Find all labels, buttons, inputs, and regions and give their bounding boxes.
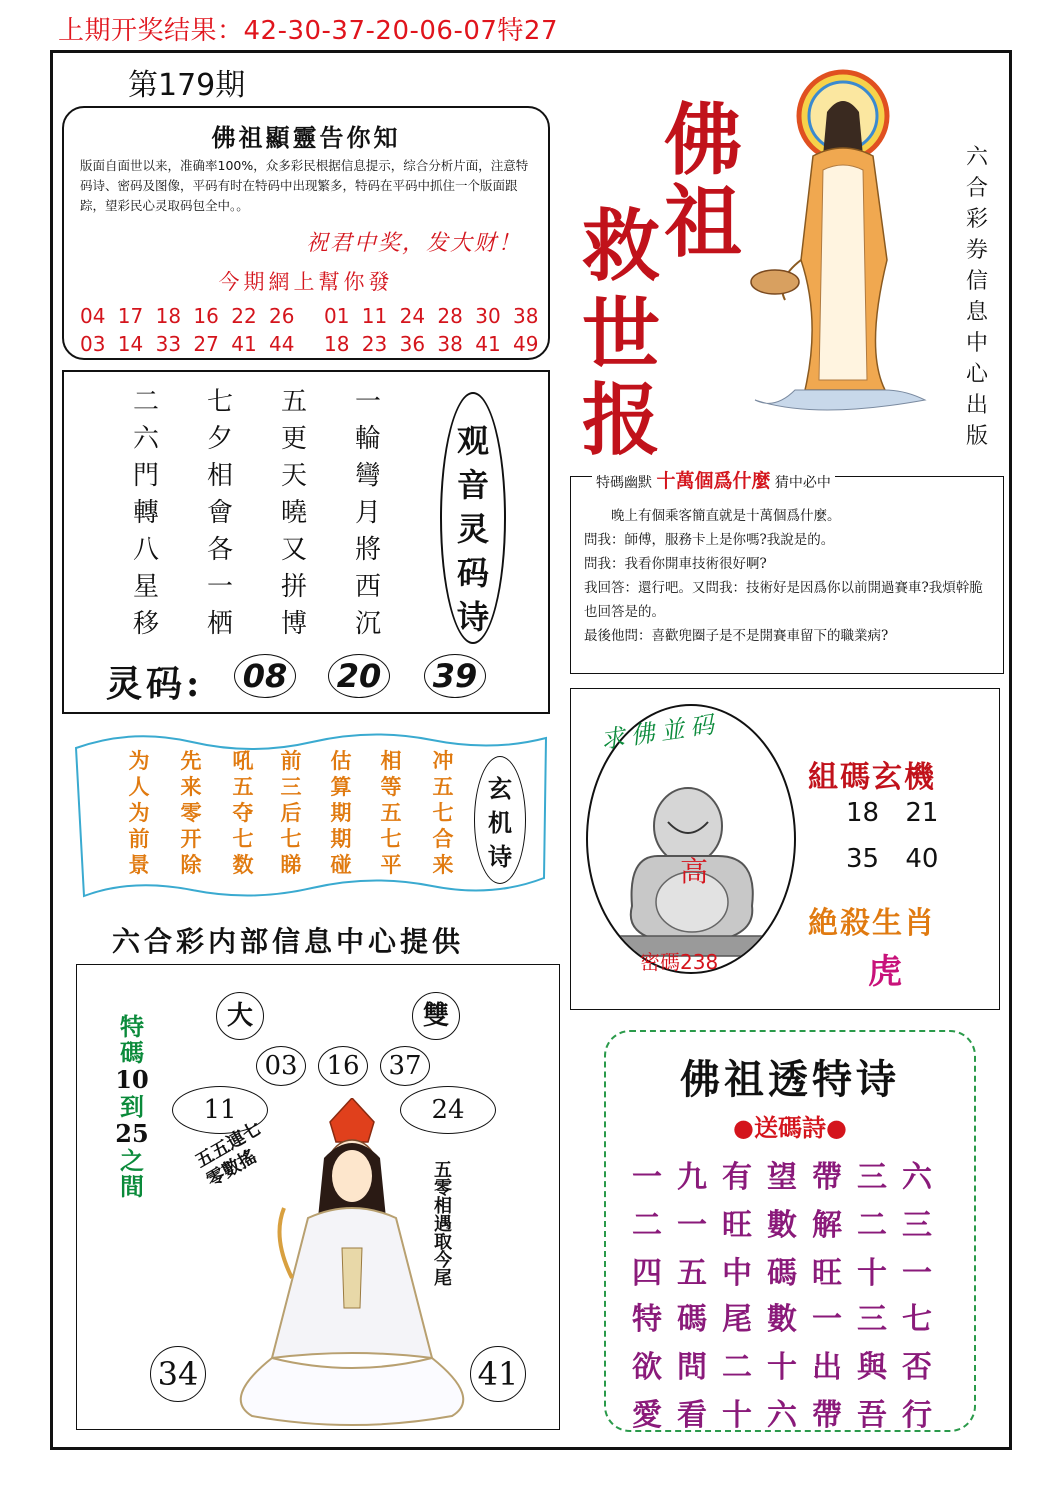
kill-zodiac-title: 絶殺生肖 xyxy=(808,906,936,941)
joke-line-4: 我回答：還行吧。又問我：技術好是因爲你以前開過賽車?我煩幹脆也回答是的。 xyxy=(584,580,983,620)
mystic-badge-char-2: 机 xyxy=(488,808,512,837)
lingma-number-3: 39 xyxy=(424,654,486,698)
range-label-2: 碼 xyxy=(120,1038,144,1067)
guanyin-seated-illustration xyxy=(232,1098,472,1428)
combo-row-2: 35 40 xyxy=(846,844,939,874)
circle-number-1: 03 xyxy=(256,1046,306,1086)
mystic-poem-badge xyxy=(474,756,526,884)
verse-row-5: 欲問二十出與否 xyxy=(632,1350,947,1385)
joke-line-1: 晚上有個乘客簡直就是十萬個爲什麼。 xyxy=(611,508,841,524)
verse-row-4: 特碼尾數一三七 xyxy=(632,1302,947,1337)
diagonal-verse-left-text: 五五連七零數搖 xyxy=(192,1118,265,1192)
notice-title: 佛祖顯靈告你知 xyxy=(211,123,401,152)
poem-column-1: 二六門轉八星移 xyxy=(132,387,159,639)
diagonal-verse-right-text: 五零相遇取今尾 xyxy=(431,1160,452,1286)
range-label-1: 特 xyxy=(120,1012,144,1041)
lingma-number-1: 08 xyxy=(234,654,296,698)
mystic-column-4: 前三后七睇 xyxy=(280,748,302,877)
joke-line-5: 最後他問：喜歡兜圈子是不是開賽車留下的職業病? xyxy=(584,628,889,644)
buddha-character: 高 xyxy=(680,855,709,888)
verse-row-2: 二一旺數解二三 xyxy=(632,1208,947,1243)
title-char-zu: 祖 xyxy=(664,177,743,268)
badge-char-4: 码 xyxy=(456,554,489,592)
number-row-3: 03 14 33 27 41 44 xyxy=(80,332,295,356)
buddha-title: 求佛並码 xyxy=(598,709,722,755)
joke-title-main: 十萬個爲什麼 xyxy=(656,470,771,492)
poem-column-2: 七夕相會各一栖 xyxy=(206,387,233,639)
mystic-column-5: 估算期期碰 xyxy=(330,748,352,877)
provider-line: 六合彩内部信息中心提供 xyxy=(112,925,465,958)
joke-line-2: 問我：師傅，服務卡上是你嗎?我說是的。 xyxy=(584,532,835,548)
notice-box xyxy=(62,106,550,360)
verse-title: 佛祖透特诗 xyxy=(680,1056,900,1103)
joke-title-prefix: 特碼幽默 xyxy=(596,475,652,491)
mystic-column-3: 吼五夺七数 xyxy=(232,748,254,877)
notice-body: 版面自面世以来，准确率100%，众多彩民根据信息提示，综合分析片面，注意特码诗、密码及图像，平码有时在特码中出现繁多，特码在平码中抓住一个版面跟踪，望彩民心灵取码包全中。。 xyxy=(80,158,529,213)
notice-blessing: 祝君中奖，发大财！ xyxy=(305,231,522,256)
poem-column-3: 五更天曉又拼博 xyxy=(280,387,307,639)
range-to-char: 到 xyxy=(120,1092,144,1121)
range-label-4: 間 xyxy=(120,1172,144,1201)
notice-subtitle: 今期網上幫你發 xyxy=(218,270,394,294)
poem-column-4: 一輪彎月將西沉 xyxy=(354,387,381,639)
badge-char-1: 观 xyxy=(456,422,489,460)
joke-line-3: 問我：我看你開車技術很好啊? xyxy=(584,556,767,572)
oval-number-right: 24 xyxy=(400,1086,496,1134)
mystic-badge-char-3: 诗 xyxy=(488,842,512,871)
last-result-banner: 上期开奖结果：42-30-37-20-06-07特27 xyxy=(58,16,558,46)
double-badge: 雙 xyxy=(412,992,460,1040)
joke-title xyxy=(592,466,835,493)
combo-row-1: 18 21 xyxy=(846,798,939,828)
verse-row-1: 一九有望帶三六 xyxy=(632,1160,947,1195)
number-row-4: 18 23 36 38 41 49 xyxy=(324,332,539,356)
guanyin-poem-badge xyxy=(440,392,506,644)
range-to: 25 xyxy=(115,1119,149,1148)
oval-number-left: 11 xyxy=(172,1086,268,1134)
bottom-number-left: 34 xyxy=(150,1346,206,1402)
guanyin-standing-illustration xyxy=(735,60,945,420)
badge-char-3: 灵 xyxy=(456,510,489,548)
mystic-column-2: 先来零开除 xyxy=(180,748,202,877)
big-badge: 大 xyxy=(216,992,264,1040)
joke-body xyxy=(584,504,994,648)
mystic-column-6: 相等五七平 xyxy=(380,748,402,877)
number-row-1: 04 17 18 16 22 26 xyxy=(80,304,295,328)
mystic-column-1: 为人为前景 xyxy=(128,748,150,877)
combo-title: 組碼玄機 xyxy=(808,760,936,795)
range-from: 10 xyxy=(115,1065,149,1094)
lingma-number-2: 20 xyxy=(328,654,390,698)
mystic-column-7: 冲五七合来 xyxy=(432,748,454,877)
circle-number-3: 37 xyxy=(380,1046,430,1086)
verse-row-3: 四五中碼旺十一 xyxy=(632,1256,947,1291)
mystic-badge-char-1: 玄 xyxy=(488,774,512,803)
bottom-number-right: 41 xyxy=(470,1346,526,1402)
issue-number: 第179期 xyxy=(128,68,246,103)
range-label-3: 之 xyxy=(120,1146,144,1175)
circle-number-2: 16 xyxy=(318,1046,368,1086)
badge-char-2: 音 xyxy=(456,466,489,504)
special-range xyxy=(112,1014,152,1200)
lingma-label: 灵码: xyxy=(106,663,204,705)
badge-char-5: 诗 xyxy=(456,598,489,636)
title-char-shi: 世 xyxy=(582,289,661,380)
title-char-bao: 报 xyxy=(582,375,661,466)
secret-code: 密碼238 xyxy=(640,950,719,974)
title-char-fo: 佛 xyxy=(664,95,743,186)
kill-zodiac-value: 虎 xyxy=(868,952,902,992)
verse-subtitle: ●送碼詩● xyxy=(733,1113,847,1142)
number-row-2: 01 11 24 28 30 38 xyxy=(324,304,539,328)
publisher-vertical: 六合彩券信息中心出版 xyxy=(965,145,988,449)
joke-title-suffix: 猜中必中 xyxy=(774,475,831,491)
title-char-jiu: 救 xyxy=(582,201,661,292)
verse-row-6: 愛看十六帶吾行 xyxy=(632,1398,947,1433)
